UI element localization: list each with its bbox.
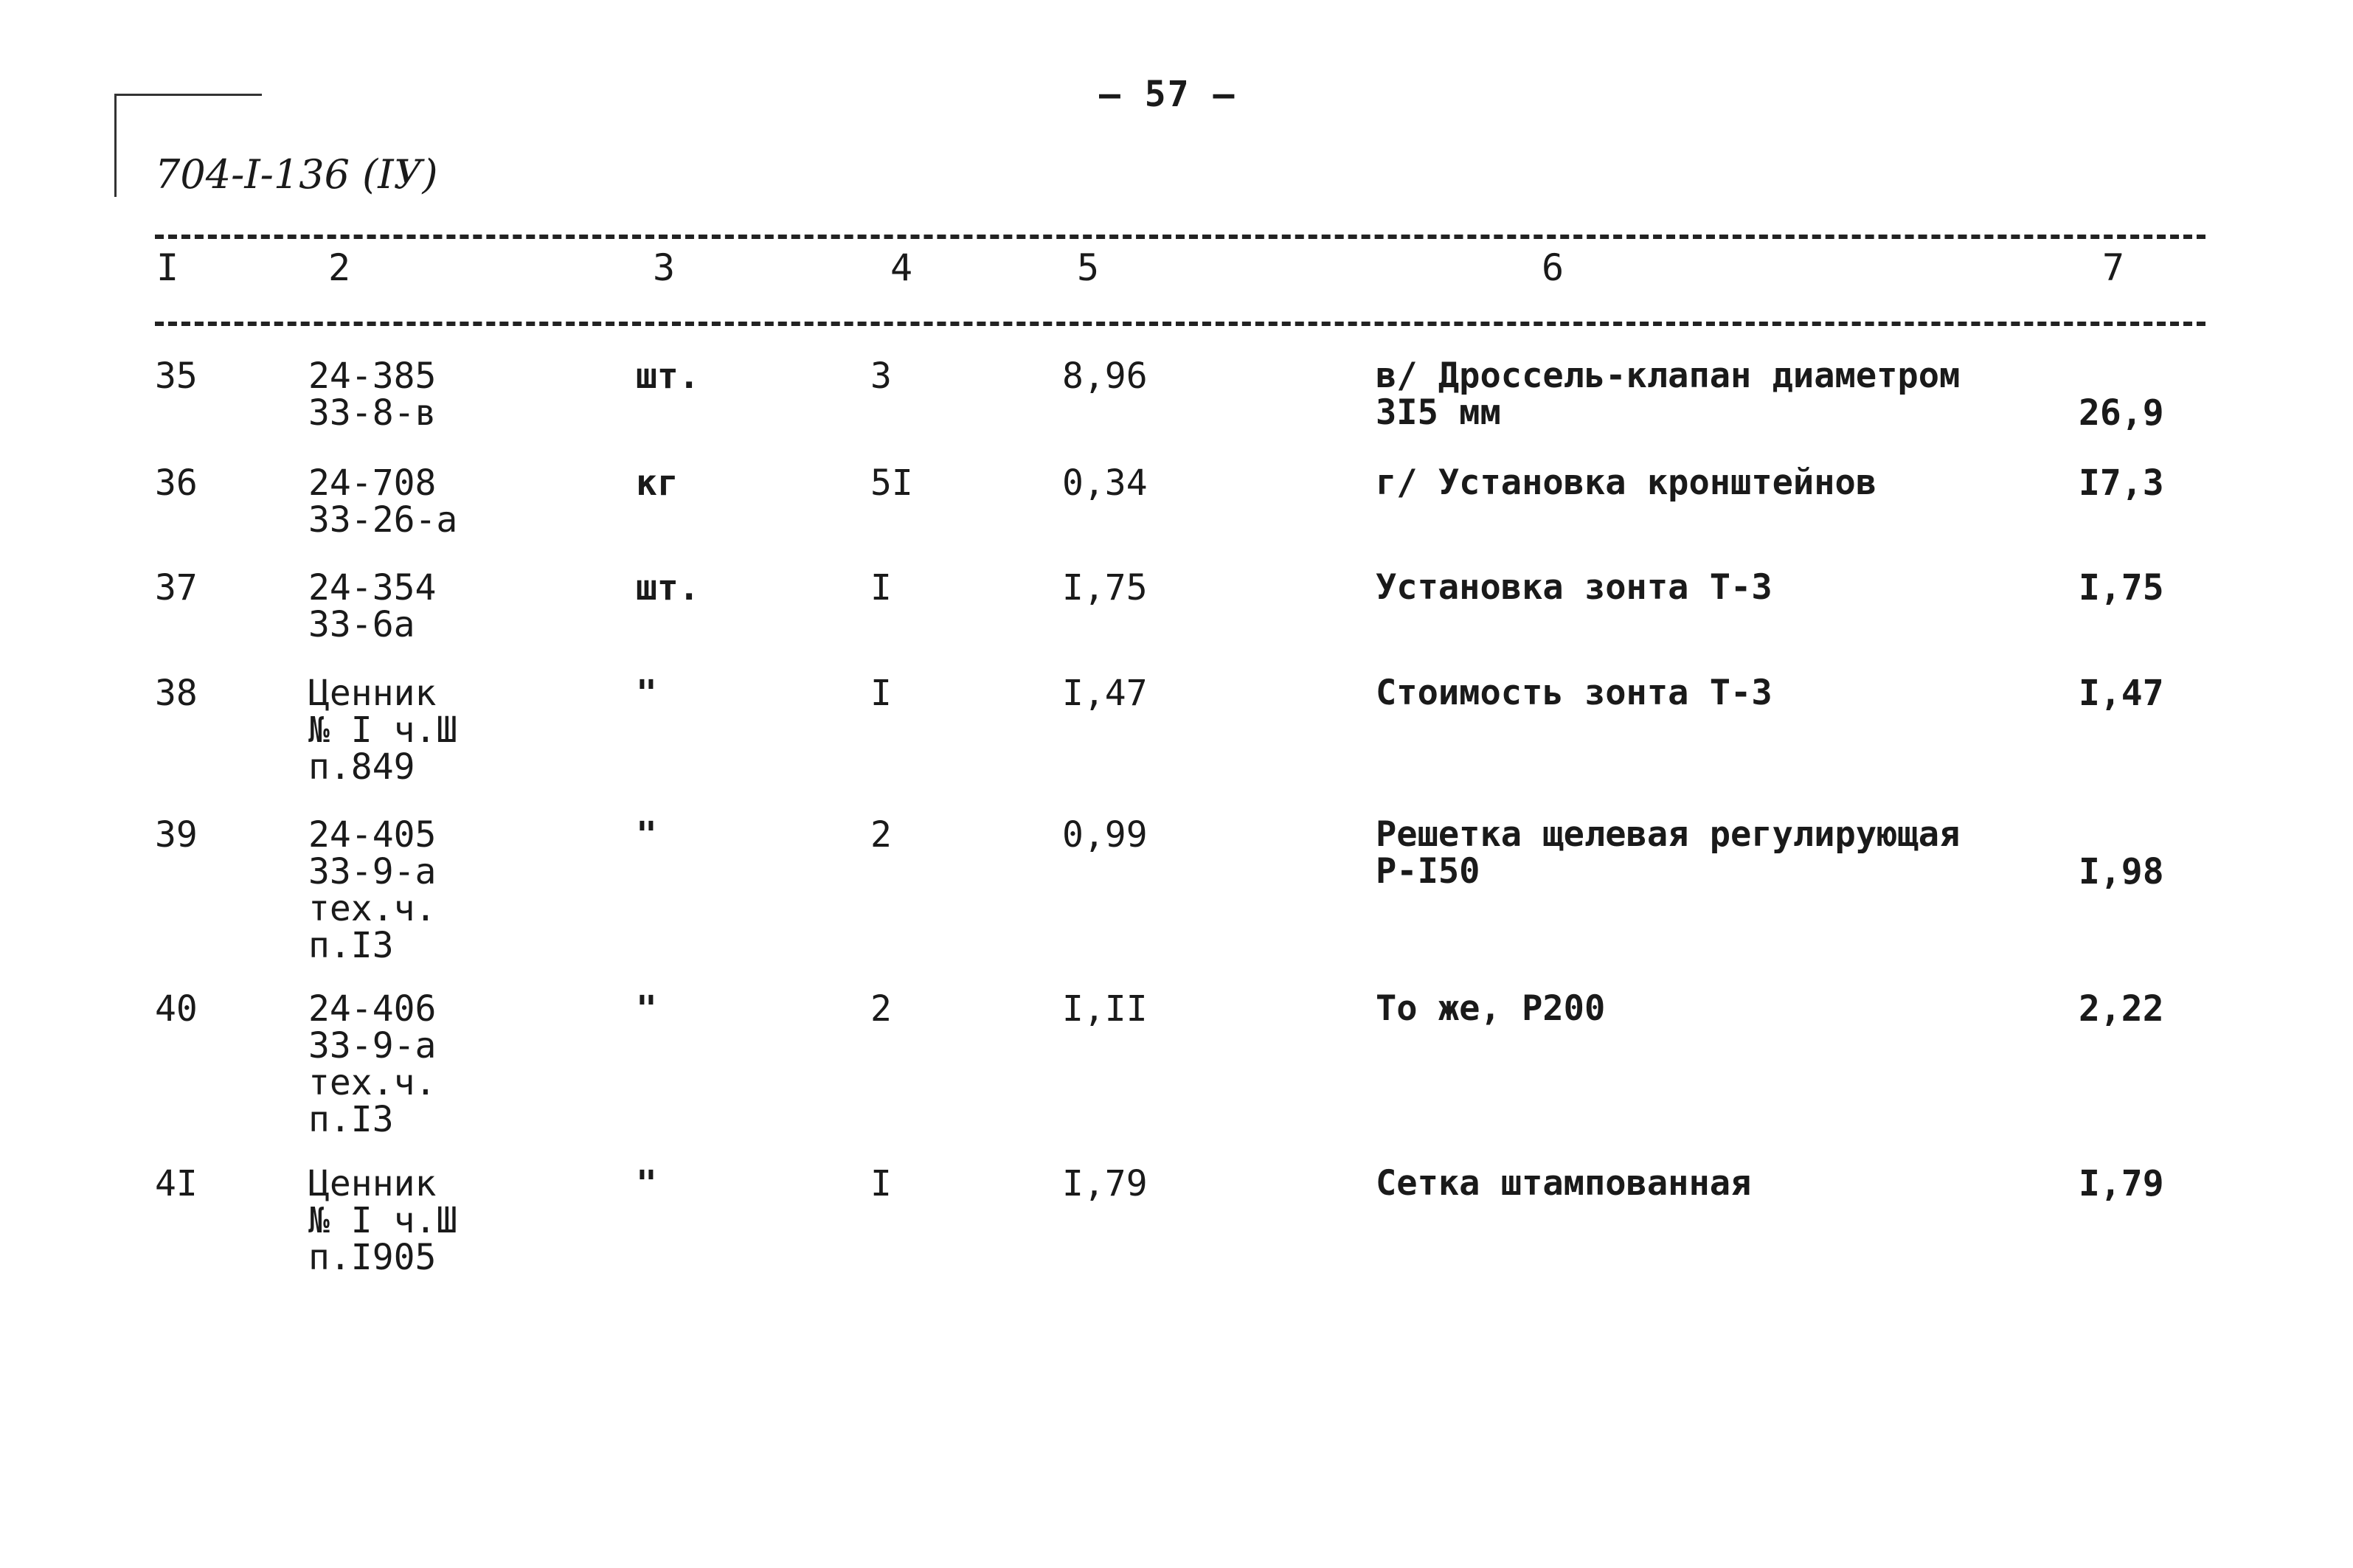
row-5-desc-line: Р-I50 bbox=[1376, 851, 1480, 892]
row-4-price: I,47 bbox=[1062, 673, 1148, 714]
row-4-code bbox=[308, 673, 458, 788]
row-1-qty: 3 bbox=[870, 355, 892, 397]
document-code: 704-I-136 (IУ) bbox=[155, 151, 438, 198]
row-6-qty: 2 bbox=[870, 988, 892, 1030]
row-1-code-line: 33-8-в bbox=[308, 392, 437, 434]
row-1-desc-line: в/ Дроссель-клапан диаметром bbox=[1376, 355, 1961, 396]
column-header-2: 2 bbox=[328, 246, 351, 289]
row-5-code-line: 24-405 bbox=[308, 814, 437, 856]
row-6-code-line: тех.ч. bbox=[308, 1062, 437, 1103]
row-3-desc bbox=[1376, 569, 1772, 606]
row-4-desc bbox=[1376, 675, 1772, 712]
row-5-num: 39 bbox=[155, 814, 198, 856]
row-2-desc bbox=[1376, 462, 1877, 503]
column-header-5: 5 bbox=[1077, 246, 1100, 289]
row-3-unit: шт. bbox=[636, 567, 700, 608]
row-5-code-line: п.I3 bbox=[308, 925, 394, 966]
row-6-code-line: 33-9-а bbox=[308, 1025, 437, 1066]
row-3-code bbox=[308, 569, 436, 643]
column-header-3: 3 bbox=[653, 246, 676, 289]
row-6-unit: " bbox=[636, 988, 657, 1030]
table-top-rule bbox=[155, 235, 2205, 239]
row-1-code bbox=[308, 355, 437, 434]
row-7-unit: " bbox=[636, 1163, 657, 1204]
row-2-price: 0,34 bbox=[1062, 462, 1148, 504]
row-7-num: 4I bbox=[155, 1163, 198, 1204]
row-7-qty: I bbox=[870, 1163, 892, 1204]
row-4-desc-line: Стоимость зонта Т-3 bbox=[1376, 673, 1772, 713]
row-5-code-line: 33-9-а bbox=[308, 851, 437, 892]
row-1-unit: шт. bbox=[636, 355, 700, 397]
row-4-total: I,47 bbox=[2079, 673, 2164, 714]
row-4-unit: " bbox=[636, 673, 657, 714]
row-7-total: I,79 bbox=[2079, 1163, 2164, 1204]
row-5-desc-line: Решетка щелевая регулирующая bbox=[1376, 814, 1961, 855]
row-3-desc-line: Установка зонта Т-3 bbox=[1376, 567, 1772, 608]
row-1-num: 35 bbox=[155, 355, 198, 397]
row-4-code-line: Ценник bbox=[308, 673, 437, 714]
row-3-num: 37 bbox=[155, 567, 198, 608]
row-1-desc bbox=[1376, 355, 1961, 433]
row-2-code-line: 24-708 bbox=[308, 462, 437, 504]
row-6-code bbox=[308, 988, 437, 1140]
row-1-desc-line: 3I5 мм bbox=[1376, 392, 1501, 433]
row-4-code-line: № I ч.Ш bbox=[308, 710, 458, 751]
row-6-num: 40 bbox=[155, 988, 198, 1030]
row-5-desc bbox=[1376, 816, 1960, 890]
row-6-total: 2,22 bbox=[2079, 988, 2164, 1030]
row-7-price: I,79 bbox=[1062, 1163, 1148, 1204]
row-5-unit: " bbox=[636, 814, 657, 856]
row-2-qty: 5I bbox=[870, 462, 913, 504]
row-7-code-line: Ценник bbox=[308, 1163, 437, 1204]
row-7-code-line: № I ч.Ш bbox=[308, 1200, 458, 1241]
corner-mark-vertical bbox=[114, 94, 117, 197]
row-6-desc-line: То же, Р200 bbox=[1376, 988, 1606, 1029]
row-1-code-line: 24-385 bbox=[308, 355, 437, 397]
row-3-total: I,75 bbox=[2079, 567, 2164, 608]
row-1-price: 8,96 bbox=[1062, 355, 1148, 397]
row-3-qty: I bbox=[870, 567, 892, 608]
row-2-desc-line: г/ Установка кронштейнов bbox=[1376, 462, 1877, 503]
row-4-num: 38 bbox=[155, 673, 198, 714]
row-1-total: 26,9 bbox=[2079, 392, 2164, 434]
column-header-1: I bbox=[156, 246, 179, 289]
row-4-code-line: п.849 bbox=[308, 746, 415, 788]
row-6-price: I,II bbox=[1062, 988, 1148, 1030]
row-6-code-line: 24-406 bbox=[308, 988, 437, 1030]
row-5-code-line: тех.ч. bbox=[308, 888, 437, 929]
row-6-code-line: п.I3 bbox=[308, 1099, 394, 1140]
row-5-qty: 2 bbox=[870, 814, 892, 856]
column-header-6: 6 bbox=[1542, 246, 1564, 289]
row-7-desc-line: Сетка штампованная bbox=[1376, 1163, 1752, 1204]
corner-mark-horizontal bbox=[114, 94, 262, 96]
row-2-code bbox=[308, 462, 458, 541]
row-2-code-line: 33-26-а bbox=[308, 499, 458, 541]
row-6-desc bbox=[1376, 988, 1606, 1029]
row-3-code-line: 24-354 bbox=[308, 567, 437, 608]
row-4-qty: I bbox=[870, 673, 892, 714]
page-number: — 57 — bbox=[1099, 74, 1236, 115]
column-header-7: 7 bbox=[2102, 246, 2125, 289]
row-2-num: 36 bbox=[155, 462, 198, 504]
row-7-code-line: п.I905 bbox=[308, 1237, 437, 1278]
row-5-total: I,98 bbox=[2079, 851, 2164, 892]
row-3-price: I,75 bbox=[1062, 567, 1148, 608]
row-5-price: 0,99 bbox=[1062, 814, 1148, 856]
column-header-4: 4 bbox=[890, 246, 913, 289]
row-2-unit: кг bbox=[636, 462, 679, 504]
row-3-code-line: 33-6а bbox=[308, 604, 415, 645]
row-2-total: I7,3 bbox=[2079, 462, 2164, 504]
row-5-code bbox=[308, 816, 436, 964]
row-7-code bbox=[308, 1165, 457, 1276]
table-header-rule bbox=[155, 322, 2205, 326]
row-7-desc bbox=[1376, 1165, 1751, 1202]
